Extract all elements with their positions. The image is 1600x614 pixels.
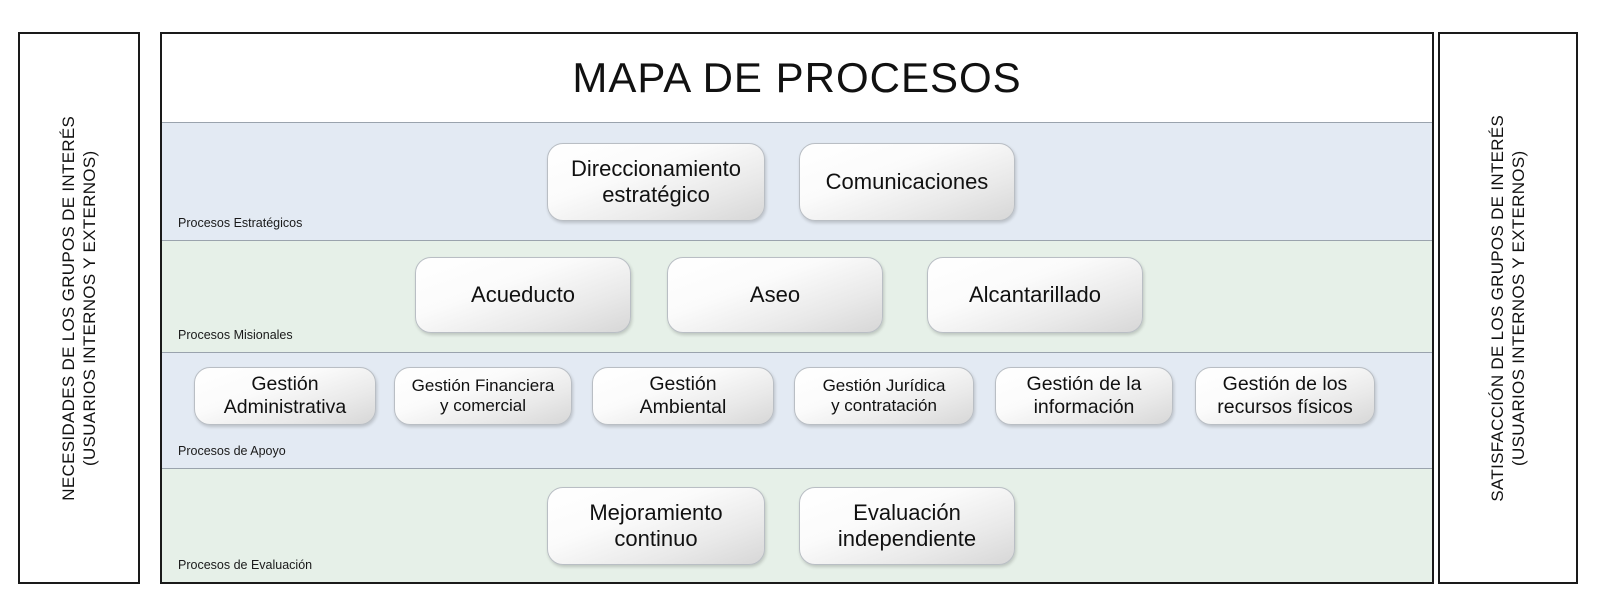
process-gestion-administrativa[interactable]: [194, 367, 376, 425]
process-label-line1: Gestión: [251, 373, 319, 395]
process-label-line1: Gestión Financiera: [411, 375, 555, 395]
process-evaluacion-independiente[interactable]: [799, 487, 1015, 565]
process-label-line2: independiente: [837, 526, 977, 551]
process-label: [823, 376, 946, 416]
process-aseo[interactable]: [667, 257, 883, 333]
right-stakeholder-text: [1487, 115, 1530, 502]
process-label: [412, 376, 555, 416]
process-direccionamiento-estrategico[interactable]: [547, 143, 765, 221]
left-stakeholder-line1: NECESIDADES DE LOS GRUPOS DE INTERÉS: [58, 115, 78, 501]
band-procesos-de-apoyo: [162, 352, 1432, 468]
process-label-line2: estratégico: [602, 182, 710, 207]
process-label-line1: Evaluación: [853, 500, 961, 526]
band-label-misionales: Procesos Misionales: [178, 328, 293, 342]
process-gestion-juridica-y-contratacion[interactable]: [794, 367, 974, 425]
process-gestion-de-la-informacion[interactable]: [995, 367, 1173, 425]
band-label-apoyo: Procesos de Apoyo: [178, 444, 286, 458]
process-gestion-de-los-recursos-fisicos[interactable]: [1195, 367, 1375, 425]
process-gestion-ambiental[interactable]: [592, 367, 774, 425]
band-procesos-misionales: [162, 240, 1432, 352]
process-label: Alcantarillado: [968, 282, 1102, 308]
right-stakeholder-line1: SATISFACCIÓN DE LOS GRUPOS DE INTERÉS: [1487, 114, 1507, 502]
process-label-line1: Gestión Jurídica: [822, 375, 946, 395]
band-procesos-estrategicos: [162, 122, 1432, 240]
left-stakeholder-line2: (USUARIOS INTERNOS Y EXTERNOS): [80, 150, 100, 466]
process-label: [589, 500, 722, 552]
band-label-estrategicos: Procesos Estratégicos: [178, 216, 303, 230]
process-mejoramiento-continuo[interactable]: [547, 487, 765, 565]
right-stakeholder-line2: (USUARIOS INTERNOS Y EXTERNOS): [1509, 150, 1528, 466]
process-label-line1: Gestión: [649, 373, 717, 395]
process-map-frame: [160, 32, 1434, 584]
process-label: Comunicaciones: [825, 169, 989, 195]
band-procesos-de-evaluacion: [162, 468, 1432, 582]
process-label: [1027, 373, 1142, 419]
process-label-line1: Gestión de los: [1222, 373, 1348, 395]
title-bar: [162, 34, 1432, 122]
process-acueducto[interactable]: [415, 257, 631, 333]
process-comunicaciones[interactable]: [799, 143, 1015, 221]
process-label: [224, 373, 346, 419]
left-stakeholder-panel: [18, 32, 140, 584]
band-label-evaluacion: Procesos de Evaluación: [178, 558, 313, 572]
process-label: [640, 373, 727, 419]
process-label-line2: información: [1033, 396, 1135, 418]
process-label-line1: Mejoramiento: [589, 500, 723, 526]
page-title: MAPA DE PROCESOS: [572, 54, 1022, 101]
process-label: [571, 156, 741, 208]
process-label-line2: recursos físicos: [1217, 396, 1353, 418]
process-gestion-financiera-y-comercial[interactable]: [394, 367, 572, 425]
process-label-line1: Gestión de la: [1026, 373, 1142, 395]
process-label-line2: Administrativa: [223, 396, 347, 418]
process-label-line2: y contratación: [831, 396, 937, 415]
process-label: [838, 500, 976, 552]
process-label: Aseo: [749, 282, 801, 308]
process-label-line2: y comercial: [440, 396, 526, 415]
process-alcantarillado[interactable]: [927, 257, 1143, 333]
process-label-line2: Ambiental: [639, 396, 727, 418]
process-label-line2: continuo: [614, 526, 698, 551]
process-label: [1217, 373, 1352, 419]
right-stakeholder-panel: [1438, 32, 1578, 584]
left-stakeholder-text: [58, 116, 101, 501]
process-label: Acueducto: [471, 282, 575, 308]
process-label-line1: Direccionamiento: [571, 156, 741, 182]
